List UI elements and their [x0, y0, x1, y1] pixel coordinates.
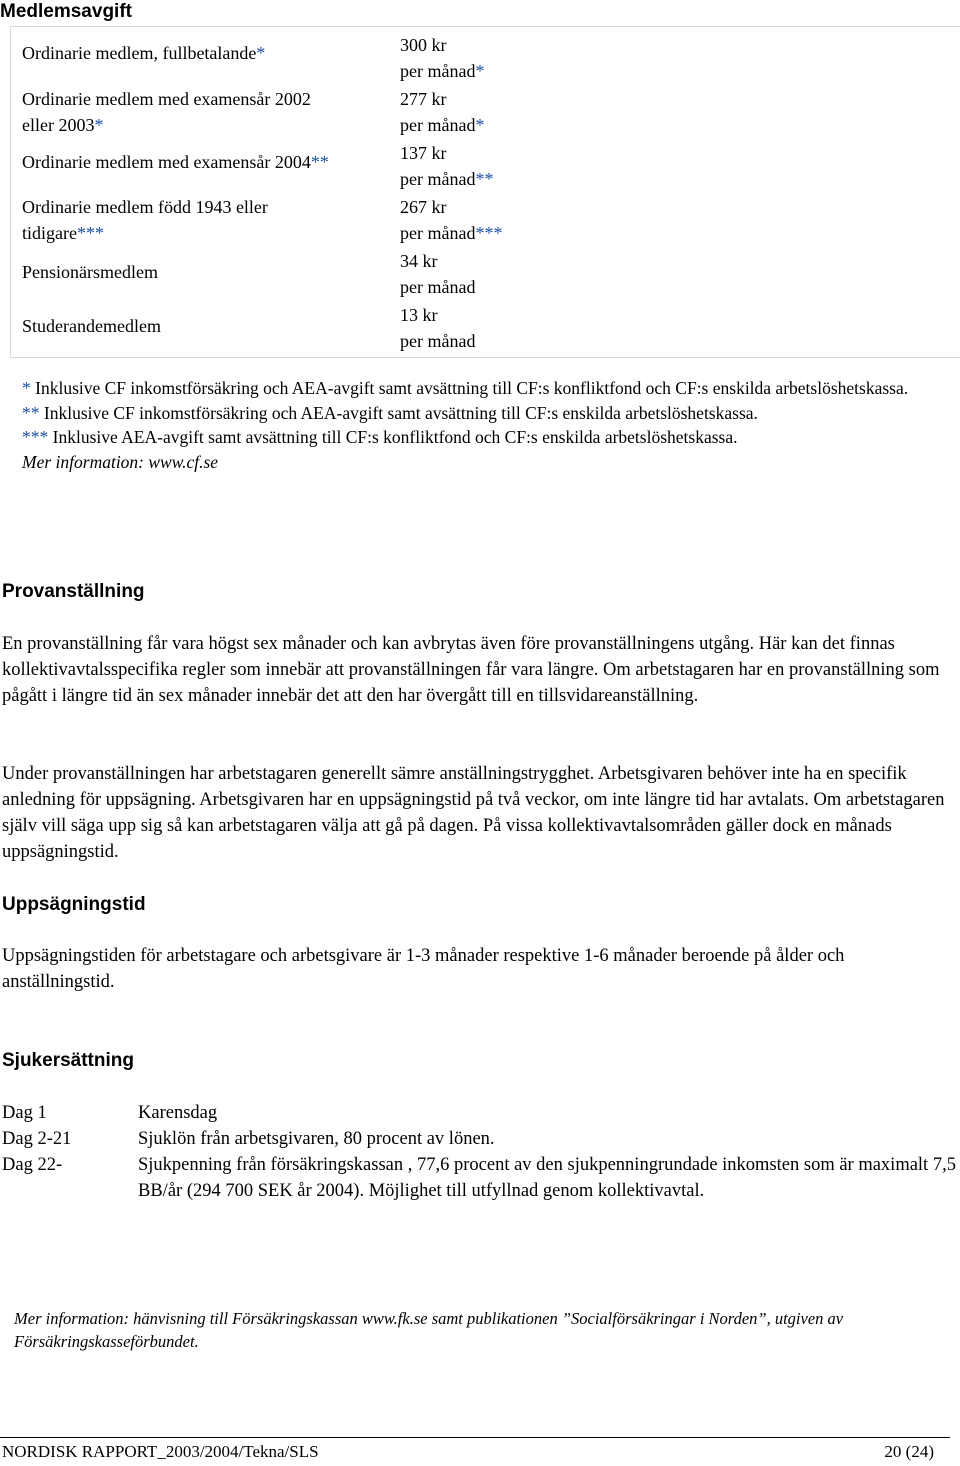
fee-row-price: 13 kr per månad	[400, 305, 476, 351]
fee-row-label: Ordinarie medlem, fullbetalande*	[22, 43, 266, 63]
notice-paragraph: Uppsägningstiden för arbetstagare och arbetsgivare är 1-3 månader respektive 1-6 månader beroende på ålder och anställningstid.	[2, 946, 845, 992]
more-info-link[interactable]: Mer information: www.cf.se	[22, 451, 219, 472]
fee-footnotes	[22, 376, 942, 474]
fee-heading: Medlemsavgift	[0, 1, 132, 22]
fee-row-price: 277 kr per månad*	[400, 89, 485, 135]
sick-day: Dag 22-	[2, 1155, 63, 1175]
footer-report-name: NORDISK RAPPORT_2003/2004/Tekna/SLS	[2, 1442, 319, 1461]
fee-row-price: 137 kr per månad**	[400, 143, 494, 189]
footnote: * Inklusive CF inkomstförsäkring och AEA-avgift samt avsättning till CF:s konfliktfond och CF:s enskilda arbetslöshetskassa.	[22, 378, 909, 398]
fee-row-price: 34 kr per månad	[400, 251, 476, 297]
trial-paragraph-1: En provanställning får vara högst sex månader och kan avbrytas även före provanställningens utgång. Här kan det finnas kollektivavtalsspecifika regler som innebär att provanställningen får vara längre. Om arbetstagaren har en provanställning som pågått i längre tid än sex månader innebär det att den har övergått till en tillsvidareanställning.	[2, 634, 940, 706]
sick-description: Karensdag	[138, 1103, 218, 1123]
sick-day: Dag 2-21	[2, 1129, 72, 1149]
notice-heading: Uppsägningstid	[2, 894, 146, 915]
sick-day: Dag 1	[2, 1103, 47, 1123]
sick-heading: Sjukersättning	[2, 1050, 134, 1071]
fee-row-price: 267 kr per månad***	[400, 197, 503, 243]
fee-row-label: Ordinarie medlem med examensår 2002 eller 2003*	[22, 89, 311, 135]
fee-row-label: Pensionärsmedlem	[22, 262, 158, 282]
footnote: *** Inklusive AEA-avgift samt avsättning till CF:s konfliktfond och CF:s enskilda arbetslöshetskassa.	[22, 427, 738, 447]
page-number: 20 (24)	[884, 1442, 934, 1461]
footer-divider	[0, 1437, 950, 1438]
trial-paragraph-2: Under provanställningen har arbetstagaren generellt sämre anställningstrygghet. Arbetsgivaren behöver inte ha en specifik anledning för uppsägning. Arbetsgivaren har en uppsägningstid på två veckor, om inte längre tid har avtalats. Om arbetstagaren själv vill säga upp sig så kan arbetstagaren välja att gå på dagen. På vissa kollektivavtalsområden gäller dock en månads uppsägningstid.	[2, 764, 945, 862]
sick-more-info: Mer information: hänvisning till Försäkringskassan www.fk.se samt publikationen ”Socialförsäkringar i Norden”, utgiven av Försäkringskasseförbundet.	[14, 1309, 844, 1351]
footnote: ** Inklusive CF inkomstförsäkring och AEA-avgift samt avsättning till CF:s enskilda arbetslöshetskassa.	[22, 402, 758, 423]
fee-row-label: Studerandemedlem	[22, 316, 161, 336]
fee-row-label: Ordinarie medlem med examensår 2004**	[22, 152, 329, 172]
fee-row-price: 300 kr per månad*	[400, 35, 485, 81]
sick-description: Sjuklön från arbetsgivaren, 80 procent av lönen.	[138, 1129, 495, 1149]
fee-row-label: Ordinarie medlem född 1943 eller tidigare***	[22, 197, 268, 243]
trial-heading: Provanställning	[2, 581, 145, 602]
sick-description: Sjukpenning från försäkringskassan , 77,6 procent av den sjukpenningrundade inkomsten som är maximalt 7,5 BB/år (294 700 SEK år 2004). Möjlighet till utfyllnad genom kollektivavtal.	[138, 1155, 956, 1201]
